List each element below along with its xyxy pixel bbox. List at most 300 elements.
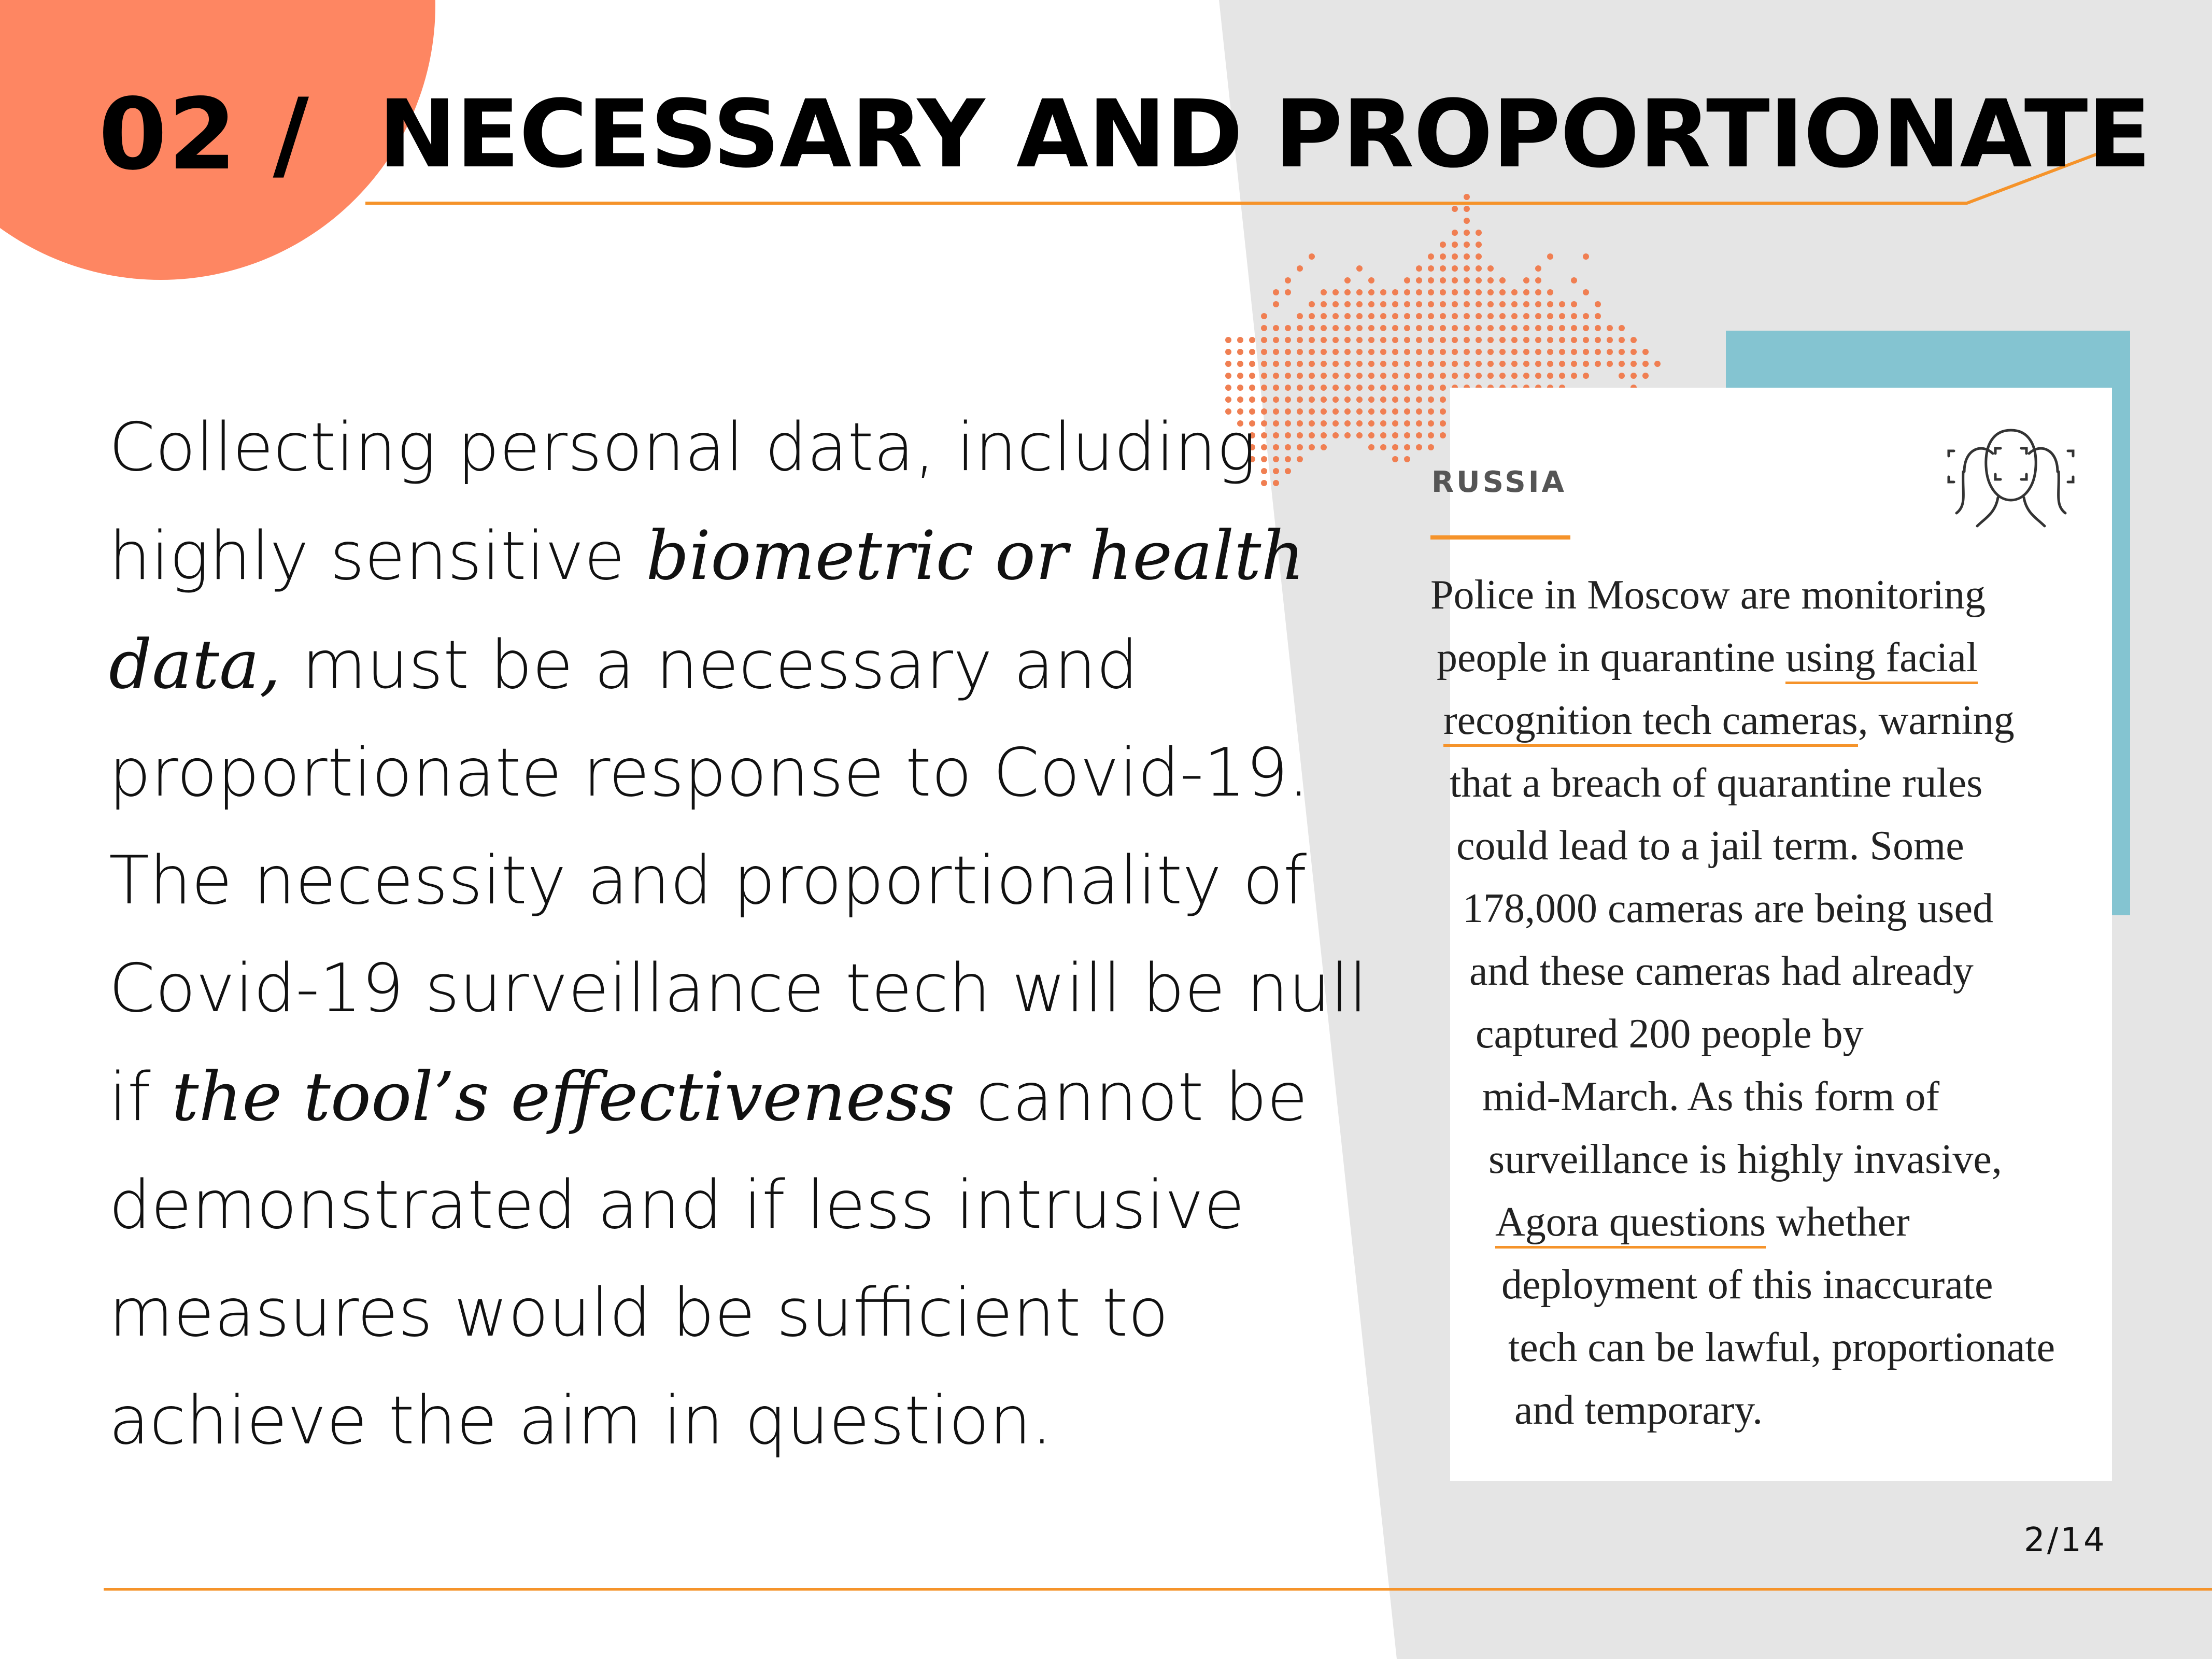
map-dot: [1309, 396, 1315, 403]
map-dot: [1571, 373, 1577, 379]
map-dot: [1440, 301, 1446, 307]
body-line: [109, 502, 1305, 611]
map-dot: [1225, 349, 1231, 355]
map-dot: [1309, 253, 1315, 260]
map-dot: [1535, 289, 1541, 295]
scan-left-bl: [1949, 477, 1954, 482]
map-dot: [1356, 408, 1363, 415]
map-dot: [1607, 337, 1613, 343]
card-line: [1488, 1128, 2104, 1191]
map-dot: [1249, 385, 1255, 391]
map-dot: [1225, 361, 1231, 367]
card-line: [1443, 689, 2104, 752]
map-dot: [1511, 349, 1518, 355]
card-line: [1430, 564, 2104, 627]
card-line: [1495, 1191, 2104, 1254]
body-text-run: highly sensitive: [109, 518, 646, 595]
map-dot: [1487, 349, 1494, 355]
map-dot: [1535, 277, 1541, 283]
map-dot: [1619, 325, 1625, 331]
map-dot: [1344, 277, 1351, 283]
map-dot: [1380, 289, 1386, 295]
section-number: 02 /: [98, 77, 310, 192]
card-text-run: mid-March. As this form of: [1482, 1074, 1940, 1119]
map-dot: [1511, 289, 1518, 295]
scan-corner-tl: [1995, 448, 2001, 453]
map-dot: [1523, 349, 1529, 355]
map-dot: [1416, 361, 1422, 367]
map-dot: [1428, 396, 1434, 403]
card-line: [1508, 1316, 2104, 1379]
map-dot: [1607, 349, 1613, 355]
card-line: [1482, 1066, 2104, 1128]
map-dot: [1344, 301, 1351, 307]
map-dot: [1523, 301, 1529, 307]
map-dot: [1344, 373, 1351, 379]
map-dot: [1440, 408, 1446, 415]
map-dot: [1404, 385, 1410, 391]
map-dot: [1440, 420, 1446, 427]
map-dot: [1404, 361, 1410, 367]
map-dot: [1261, 373, 1267, 379]
map-dot: [1535, 361, 1541, 367]
body-line: [109, 1259, 1301, 1367]
map-dot: [1321, 396, 1327, 403]
map-dot: [1404, 313, 1410, 319]
map-dot: [1321, 325, 1327, 331]
map-dot: [1380, 325, 1386, 331]
map-dot: [1547, 361, 1553, 367]
map-dot: [1344, 337, 1351, 343]
body-text-run: cannot be: [955, 1059, 1308, 1136]
map-dot: [1511, 301, 1518, 307]
map-dot: [1452, 337, 1458, 343]
map-dot: [1428, 420, 1434, 427]
map-dot: [1476, 289, 1482, 295]
map-dot: [1392, 396, 1398, 403]
map-dot: [1380, 396, 1386, 403]
map-dot: [1523, 361, 1529, 367]
card-text-run: whether: [1766, 1199, 1910, 1245]
card-text-run: Police in Moscow are monitoring: [1430, 572, 1986, 618]
map-dot: [1344, 385, 1351, 391]
map-dot: [1380, 301, 1386, 307]
body-text-run: demonstrated and if less intrusive: [109, 1167, 1245, 1244]
card-text-run: and these cameras had already: [1469, 948, 1974, 994]
map-dot: [1535, 349, 1541, 355]
map-dot: [1392, 313, 1398, 319]
map-dot: [1404, 277, 1410, 283]
map-dot: [1249, 349, 1255, 355]
body-text-run: achieve the aim in question.: [109, 1382, 1053, 1459]
facial-recognition-link[interactable]: using facial: [1785, 635, 1978, 684]
map-dot: [1523, 325, 1529, 331]
map-dot: [1356, 265, 1363, 272]
map-dot: [1535, 373, 1541, 379]
map-dot: [1356, 396, 1363, 403]
map-dot: [1428, 385, 1434, 391]
map-dot: [1392, 301, 1398, 307]
map-dot: [1368, 337, 1374, 343]
map-dot: [1440, 242, 1446, 248]
card-text-run: captured 200 people by: [1476, 1011, 1864, 1057]
map-dot: [1416, 444, 1422, 450]
map-dot: [1344, 361, 1351, 367]
map-dot: [1535, 337, 1541, 343]
map-dot: [1535, 325, 1541, 331]
map-dot: [1332, 385, 1339, 391]
map-dot: [1404, 325, 1410, 331]
body-text-run: if: [109, 1059, 172, 1136]
map-dot: [1404, 432, 1410, 438]
map-dot: [1595, 313, 1601, 319]
map-dot: [1440, 396, 1446, 403]
map-dot: [1476, 373, 1482, 379]
card-line: [1437, 627, 2104, 689]
map-dot: [1309, 325, 1315, 331]
map-dot: [1464, 289, 1470, 295]
map-dot: [1487, 337, 1494, 343]
map-dot: [1583, 325, 1589, 331]
map-dot: [1476, 253, 1482, 260]
map-dot: [1356, 301, 1363, 307]
map-dot: [1309, 337, 1315, 343]
map-dot: [1285, 337, 1291, 343]
map-dot: [1571, 325, 1577, 331]
map-dot: [1344, 289, 1351, 295]
map-dot: [1380, 361, 1386, 367]
map-dot: [1332, 301, 1339, 307]
map-dot: [1368, 289, 1374, 295]
map-dot: [1499, 337, 1506, 343]
map-dot: [1547, 289, 1553, 295]
map-dot: [1332, 408, 1339, 415]
map-dot: [1380, 408, 1386, 415]
map-dot: [1237, 385, 1243, 391]
map-dot: [1428, 361, 1434, 367]
map-dot: [1499, 349, 1506, 355]
body-line: [109, 827, 1307, 935]
map-dot: [1309, 301, 1315, 307]
map-dot: [1464, 313, 1470, 319]
map-dot: [1630, 337, 1637, 343]
scan-corner-bl: [1995, 474, 2001, 479]
map-dot: [1309, 420, 1315, 427]
map-dot: [1452, 206, 1458, 212]
map-dot: [1297, 385, 1303, 391]
card-text-run: deployment of this inaccurate: [1501, 1262, 1993, 1308]
map-dot: [1416, 265, 1422, 272]
body-line: [109, 611, 1301, 719]
map-dot: [1416, 396, 1422, 403]
map-dot: [1356, 325, 1363, 331]
map-dot: [1332, 373, 1339, 379]
facial-recognition-link-cont[interactable]: recognition tech cameras: [1443, 698, 1858, 747]
map-dot: [1285, 373, 1291, 379]
map-dot: [1619, 337, 1625, 343]
map-dot: [1368, 349, 1374, 355]
map-dot: [1416, 277, 1422, 283]
map-dot: [1356, 420, 1363, 427]
footer-rule: [104, 1588, 2212, 1591]
map-dot: [1547, 349, 1553, 355]
map-dot: [1225, 337, 1231, 343]
map-dot: [1249, 337, 1255, 343]
map-dot: [1309, 408, 1315, 415]
map-dot: [1273, 361, 1279, 367]
body-text-run: Covid-19 surveillance tech will be null: [109, 950, 1368, 1027]
map-dot: [1476, 325, 1482, 331]
map-dot: [1392, 420, 1398, 427]
map-dot: [1428, 253, 1434, 260]
map-dot: [1392, 337, 1398, 343]
card-line: [1476, 1003, 2104, 1066]
map-dot: [1321, 432, 1327, 438]
card-line: [1469, 940, 2104, 1003]
map-dot: [1404, 337, 1410, 343]
map-dot: [1452, 230, 1458, 236]
map-dot: [1464, 361, 1470, 367]
map-dot: [1237, 349, 1243, 355]
map-dot: [1464, 373, 1470, 379]
map-dot: [1464, 206, 1470, 212]
card-text-run: tech can be lawful, proportionate: [1508, 1325, 2055, 1370]
map-dot: [1356, 349, 1363, 355]
map-dot: [1440, 289, 1446, 295]
map-dot: [1464, 218, 1470, 224]
map-dot: [1273, 349, 1279, 355]
map-dot: [1237, 373, 1243, 379]
map-dot: [1356, 432, 1363, 438]
map-dot: [1416, 349, 1422, 355]
map-dot: [1321, 420, 1327, 427]
scan-right-tr: [2068, 451, 2073, 456]
map-dot: [1452, 253, 1458, 260]
map-dot: [1535, 301, 1541, 307]
map-dot: [1487, 373, 1494, 379]
map-dot: [1464, 277, 1470, 283]
map-dot: [1356, 373, 1363, 379]
map-dot: [1511, 325, 1518, 331]
map-dot: [1428, 313, 1434, 319]
map-dot: [1332, 361, 1339, 367]
map-dot: [1452, 349, 1458, 355]
map-dot: [1344, 408, 1351, 415]
map-dot: [1309, 373, 1315, 379]
map-dot: [1416, 420, 1422, 427]
emphasis-text: the tool’s effectiveness: [172, 1057, 955, 1136]
map-dot: [1511, 337, 1518, 343]
map-dot: [1476, 301, 1482, 307]
emphasis-text: biometric or health: [646, 516, 1305, 595]
map-dot: [1440, 385, 1446, 391]
map-dot: [1452, 373, 1458, 379]
map-dot: [1499, 361, 1506, 367]
map-dot: [1547, 325, 1553, 331]
map-dot: [1392, 408, 1398, 415]
map-dot: [1452, 265, 1458, 272]
map-dot: [1583, 373, 1589, 379]
map-dot: [1309, 313, 1315, 319]
map-dot: [1273, 289, 1279, 295]
map-dot: [1321, 385, 1327, 391]
map-dot: [1404, 420, 1410, 427]
map-dot: [1356, 385, 1363, 391]
map-dot: [1452, 277, 1458, 283]
map-dot: [1309, 349, 1315, 355]
map-dot: [1464, 253, 1470, 260]
card-line: [1501, 1254, 2104, 1316]
map-dot: [1392, 325, 1398, 331]
map-dot: [1619, 361, 1625, 367]
map-dot: [1404, 289, 1410, 295]
map-dot: [1523, 313, 1529, 319]
card-text-run: people in quarantine: [1437, 635, 1786, 680]
map-dot: [1356, 289, 1363, 295]
map-dot: [1547, 373, 1553, 379]
map-dot: [1368, 313, 1374, 319]
map-dot: [1523, 277, 1529, 283]
map-dot: [1428, 301, 1434, 307]
map-dot: [1380, 373, 1386, 379]
page-number: 2/14: [2024, 1521, 2107, 1559]
map-dot: [1225, 373, 1231, 379]
face-right-shoulder: [2059, 472, 2065, 513]
map-dot: [1380, 432, 1386, 438]
map-dot: [1440, 253, 1446, 260]
map-dot: [1225, 385, 1231, 391]
map-dot: [1547, 253, 1553, 260]
map-dot: [1416, 337, 1422, 343]
map-dot: [1464, 337, 1470, 343]
map-dot: [1297, 373, 1303, 379]
map-dot: [1368, 432, 1374, 438]
map-dot: [1547, 301, 1553, 307]
map-dot: [1392, 432, 1398, 438]
map-dot: [1499, 373, 1506, 379]
map-dot: [1368, 277, 1374, 283]
map-dot: [1595, 349, 1601, 355]
map-dot: [1487, 277, 1494, 283]
map-dot: [1332, 313, 1339, 319]
card-text-run: and temporary.: [1514, 1387, 1763, 1433]
card-text-run: 178,000 cameras are being used: [1463, 886, 1994, 931]
map-dot: [1487, 265, 1494, 272]
map-dot: [1547, 337, 1553, 343]
map-dot: [1356, 361, 1363, 367]
face-center-outline: [1986, 430, 2036, 500]
face-left-outline: [1964, 448, 1993, 472]
map-dot: [1321, 337, 1327, 343]
main-body-text: [109, 394, 1368, 1475]
map-dot: [1487, 325, 1494, 331]
map-dot: [1428, 432, 1434, 438]
map-dot: [1583, 289, 1589, 295]
map-dot: [1440, 349, 1446, 355]
map-dot: [1332, 420, 1339, 427]
map-dot: [1356, 313, 1363, 319]
map-dot: [1249, 361, 1255, 367]
map-dot: [1607, 361, 1613, 367]
map-dot: [1428, 444, 1434, 450]
map-dot: [1654, 361, 1661, 367]
map-dot: [1392, 361, 1398, 367]
body-line: [109, 394, 1301, 502]
map-dot: [1392, 289, 1398, 295]
map-dot: [1344, 325, 1351, 331]
body-text-run: The necessity and proportionality of: [109, 842, 1307, 919]
map-dot: [1487, 313, 1494, 319]
map-dot: [1237, 337, 1243, 343]
map-dot: [1297, 313, 1303, 319]
map-dot: [1476, 277, 1482, 283]
map-dot: [1309, 444, 1315, 450]
map-dot: [1368, 408, 1374, 415]
map-dot: [1499, 313, 1506, 319]
map-dot: [1464, 349, 1470, 355]
map-dot: [1559, 313, 1565, 319]
map-dot: [1285, 325, 1291, 331]
map-dot: [1285, 277, 1291, 283]
map-dot: [1499, 277, 1506, 283]
map-dot: [1344, 396, 1351, 403]
map-dot: [1511, 373, 1518, 379]
body-line: [109, 935, 1368, 1043]
map-dot: [1321, 313, 1327, 319]
map-dot: [1571, 313, 1577, 319]
map-dot: [1583, 337, 1589, 343]
map-dot: [1428, 277, 1434, 283]
map-dot: [1321, 373, 1327, 379]
map-dot: [1380, 444, 1386, 450]
card-line: [1514, 1379, 2104, 1442]
card-text-run: that a breach of quarantine rules: [1450, 760, 1983, 806]
map-dot: [1535, 313, 1541, 319]
map-dot: [1332, 325, 1339, 331]
map-dot: [1297, 265, 1303, 272]
map-dot: [1285, 361, 1291, 367]
map-dot: [1535, 265, 1541, 272]
map-dot: [1261, 349, 1267, 355]
map-dot: [1392, 385, 1398, 391]
card-country-label: RUSSIA: [1431, 465, 1567, 499]
map-dot: [1487, 361, 1494, 367]
agora-questions-link[interactable]: Agora questions: [1495, 1199, 1766, 1249]
map-dot: [1404, 408, 1410, 415]
map-dot: [1476, 242, 1482, 248]
map-dot: [1452, 325, 1458, 331]
map-dot: [1559, 301, 1565, 307]
map-dot: [1297, 337, 1303, 343]
scan-left-tl: [1949, 451, 1954, 456]
card-line: [1456, 815, 2104, 877]
map-dot: [1452, 301, 1458, 307]
map-dot: [1285, 385, 1291, 391]
map-dot: [1380, 337, 1386, 343]
face-right-outline: [2029, 448, 2058, 472]
map-dot: [1321, 361, 1327, 367]
map-dot: [1571, 361, 1577, 367]
map-dot: [1428, 373, 1434, 379]
map-dot: [1321, 444, 1327, 450]
map-dot: [1476, 265, 1482, 272]
face-center-neck-right: [2024, 498, 2045, 526]
map-dot: [1499, 325, 1506, 331]
map-dot: [1642, 373, 1649, 379]
map-dot: [1595, 337, 1601, 343]
map-dot: [1583, 361, 1589, 367]
card-body-text: [1430, 564, 2104, 1442]
